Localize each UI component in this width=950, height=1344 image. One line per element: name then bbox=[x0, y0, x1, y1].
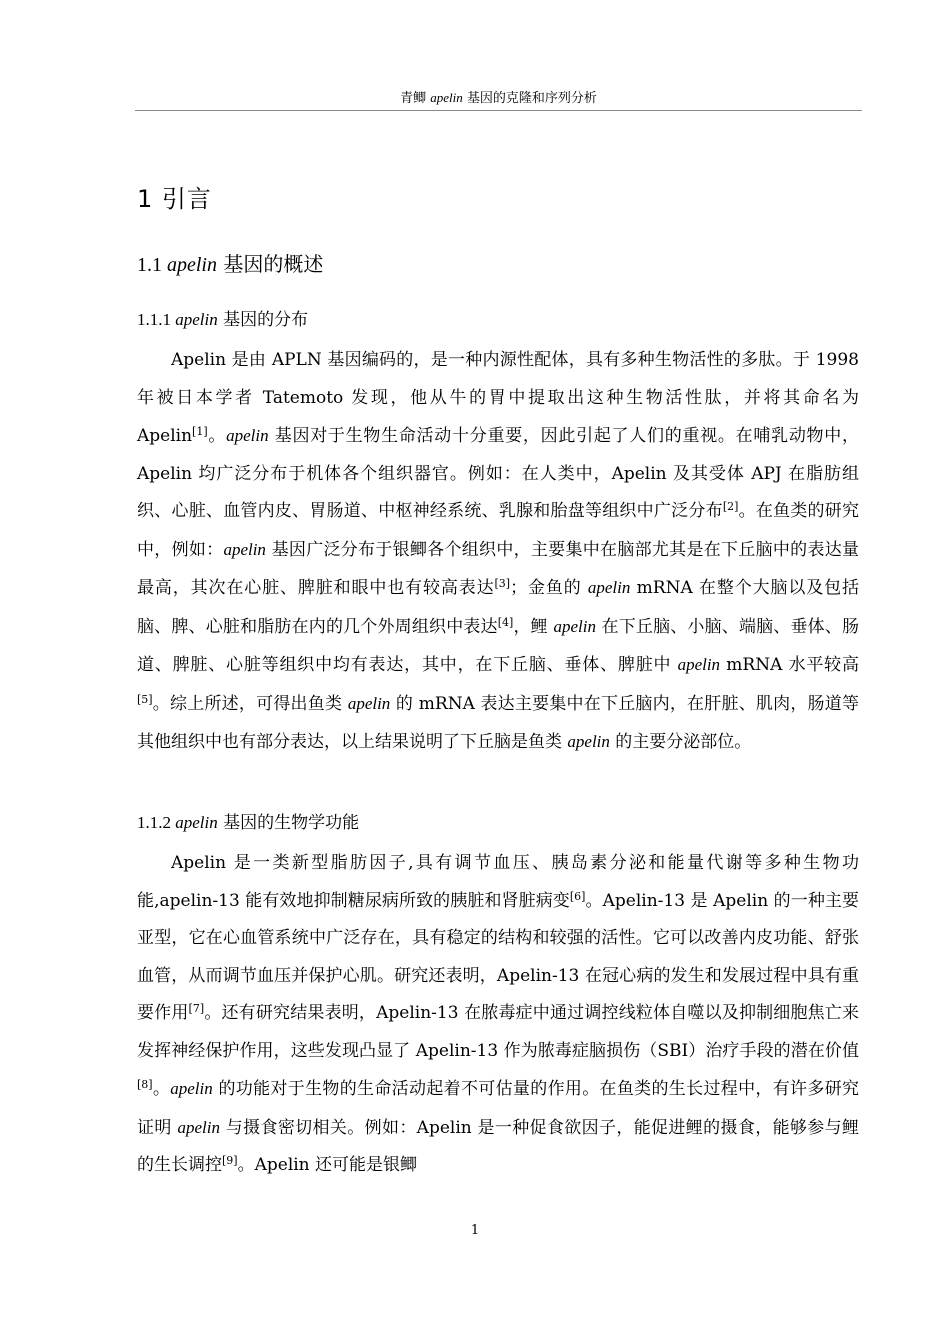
citation: [9] bbox=[222, 1153, 238, 1167]
citation: [2] bbox=[722, 499, 739, 513]
running-header: 青鲫 apelin 基因的克隆和序列分析 bbox=[400, 90, 597, 106]
citation: [4] bbox=[497, 615, 514, 629]
citation: [3] bbox=[494, 576, 511, 590]
citation: [8] bbox=[137, 1077, 153, 1091]
citation: [6] bbox=[569, 889, 586, 903]
citation: [1] bbox=[192, 424, 208, 438]
page-number: 1 bbox=[470, 1223, 480, 1238]
section-1-1-title: 1.1 apelin 基因的概述 bbox=[137, 252, 324, 276]
paragraph-distribution: Apelin 是由 APLN 基因编码的，是一种内源性配体，具有多种生物活性的多肽。于 1998 年被日本学者 Tatemoto 发现，他从牛的胃中提取出这种生物活性肽，并将其命名为 Apelin[1]。apelin 基因对于生物生命活动十分重要，因此引起了人们的重视。在哺乳动物中，Apelin 均广泛分布于机体各个组织器官。例如：在人类中，Apelin 及其受体 APJ 在脂肪组织、心脏、血管内皮、胃肠道、中枢神经系统、乳腺和胎盘等组织中广泛分布[2]。在鱼类的研究中，例如：apelin 基因广泛分布于银鲫各个组织中，主要集中在脑部尤其是在下丘脑中的表达量最高，其次在心脏、脾脏和眼中也有较高表达[3]；金鱼的 apelin mRNA 在整个大脑以及包括脑、脾、心脏和脂肪在内的几个外周组织中表达[4]，鲤 apelin 在下丘脑、小脑、端脑、垂体、肠道、脾脏、心脏等组织中均有表达，其中，在下丘脑、垂体、脾脏中 apelin mRNA 水平较高[5]。综上所述，可得出鱼类 apelin 的 mRNA 表达主要集中在下丘脑内，在肝脏、肌肉，肠道等其他组织中也有部分表达，以上结果说明了下丘脑是鱼类 apelin 的主要分泌部位。 bbox=[137, 350, 860, 752]
citation: [7] bbox=[188, 1001, 205, 1015]
section-1-title: 1 引言 bbox=[137, 185, 212, 213]
section-1-1-2-title: 1.1.2 apelin 基因的生物学功能 bbox=[137, 813, 360, 833]
header-rule bbox=[135, 110, 862, 111]
paragraph-function: Apelin 是一类新型脂肪因子,具有调节血压、胰岛素分泌和能量代谢等多种生物功能,apelin-13 能有效地抑制糖尿病所致的胰脏和肾脏病变[6]。Apelin-13 是 Apelin 的一种主要亚型，它在心血管系统中广泛存在，具有稳定的结构和较强的活性。它可以改善内皮功能、舒张血管，从而调节血压并保护心肌。研究还表明，Apelin-13 在冠心病的发生和发展过程中具有重要作用[7]。还有研究结果表明，Apelin-13 在脓毒症中通过调控线粒体自噬以及抑制细胞焦亡来发挥神经保护作用，这些发现凸显了 Apelin-13 作为脓毒症脑损伤（SBI）治疗手段的潜在价值[8]。apelin 的功能对于生物的生命活动起着不可估量的作用。在鱼类的生长过程中，有许多研究证明 apelin 与摄食密切相关。例如：Apelin 是一种促食欲因子，能促进鲤的摄食，能够参与鲤的生长调控[9]。Apelin 还可能是银鲫 bbox=[137, 853, 860, 1175]
section-1-1-1-title: 1.1.1 apelin 基因的分布 bbox=[137, 310, 309, 330]
citation: [5] bbox=[137, 692, 153, 706]
